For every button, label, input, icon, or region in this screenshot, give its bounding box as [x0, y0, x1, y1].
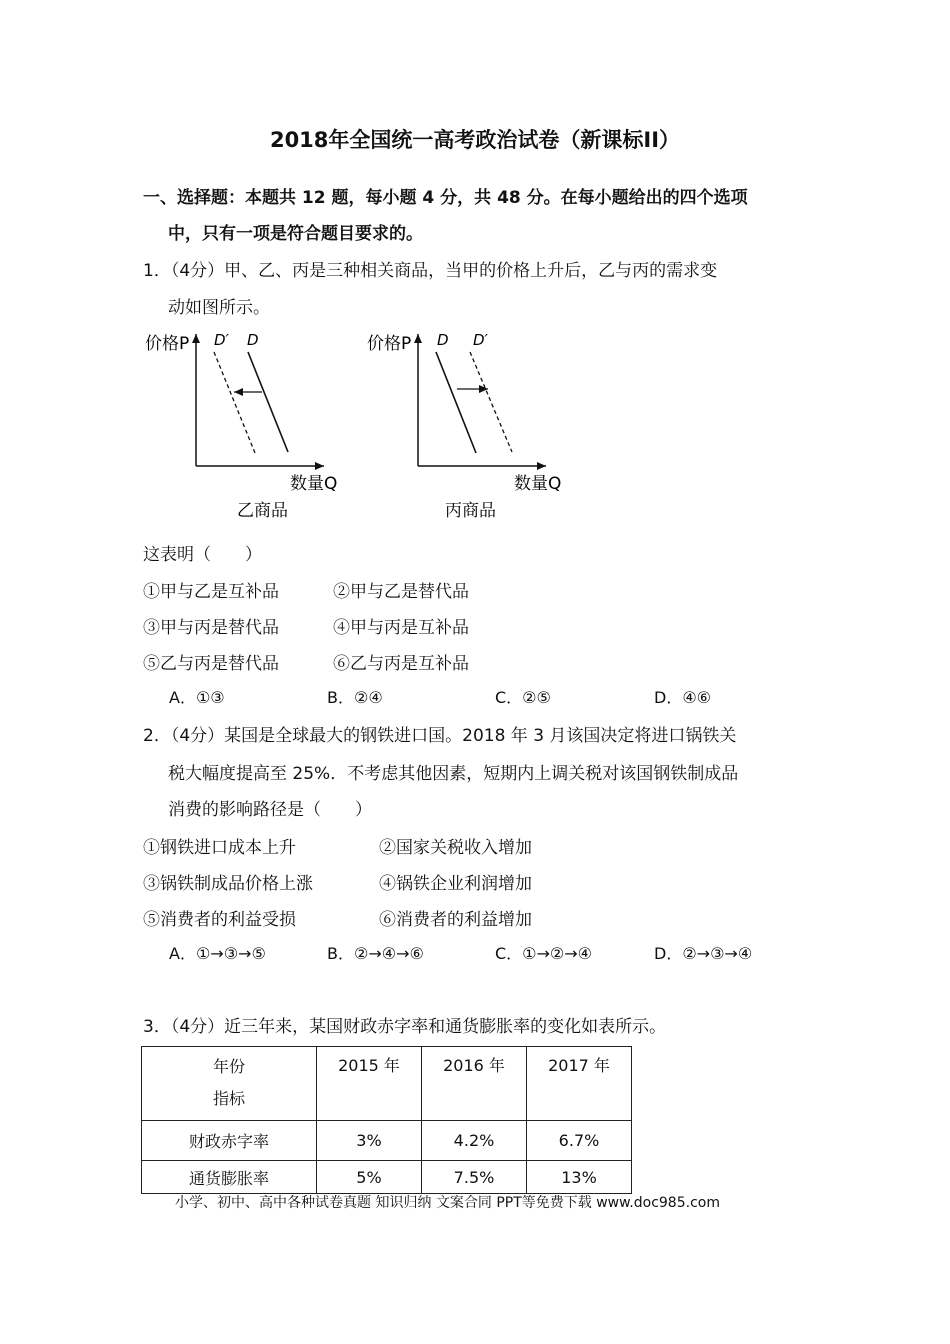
right-graph-caption: 丙商品 [445, 501, 496, 521]
q1-choice-b: B．②④ [327, 688, 383, 707]
left-curve-old-label: D [247, 331, 259, 349]
table-row-label: 通货膨胀率 [142, 1161, 317, 1194]
q2-item-3: ③锅铁制成品价格上涨 [143, 874, 313, 894]
left-demand-old-line [248, 352, 288, 452]
q1-choice-a: A．①③ [169, 688, 225, 707]
page-title: 2018年全国统一高考政治试卷（新课标II） [269, 128, 681, 152]
q1-choice-c: C．②⑤ [495, 688, 551, 707]
q1-stem: 这表明（ ） [143, 545, 262, 565]
right-curve-new-label: D′ [473, 331, 488, 349]
table-cell: 4.2% [422, 1121, 527, 1161]
right-demand-new-line [470, 352, 512, 452]
section-heading-line2: 中，只有一项是符合题目要求的。 [168, 224, 423, 244]
right-graph [367, 331, 561, 521]
right-curve-old-label: D [437, 331, 449, 349]
q1-line1: 1．（4分）甲、乙、丙是三种相关商品，当甲的价格上升后，乙与丙的需求变 [143, 261, 718, 281]
left-curve-new-label: D′ [214, 331, 229, 349]
q2-item-2: ②国家关税收入增加 [379, 838, 532, 858]
table-cell: 6.7% [527, 1121, 632, 1161]
table-cell: 13% [527, 1161, 632, 1194]
q2-item-1: ①钢铁进口成本上升 [143, 838, 296, 858]
q2-choice-a: A．①→③→⑤ [169, 944, 266, 963]
table-corner-top: 年份 [212, 1057, 245, 1076]
table-corner-cell [142, 1047, 317, 1121]
table-row-label: 财政赤字率 [142, 1121, 317, 1161]
table-year-2016: 2016 年 [422, 1047, 527, 1121]
table-row [142, 1161, 632, 1194]
left-y-axis-label: 价格P [145, 334, 190, 354]
table-header-row [142, 1047, 632, 1121]
q2-line2: 税大幅度提高至 25%．不考虑其他因素，短期内上调关税对该国钢铁制成品 [168, 764, 739, 784]
q1-item-5: ⑤乙与丙是替代品 [143, 654, 279, 674]
q1-choice-d: D．④⑥ [654, 688, 712, 707]
q1-item-1: ①甲与乙是互补品 [143, 582, 279, 602]
table-cell: 5% [317, 1161, 422, 1194]
q1-item-4: ④甲与丙是互补品 [333, 618, 469, 638]
left-graph [145, 331, 337, 521]
q3-line1: 3．（4分）近三年来，某国财政赤字率和通货膨胀率的变化如表所示。 [143, 1017, 667, 1037]
left-x-axis-label: 数量Q [290, 474, 338, 494]
page-footer: 小学、初中、高中各种试卷真题 知识归纳 文案合同 PPT等免费下载 www.doc985.com [175, 1195, 720, 1211]
table-year-2017: 2017 年 [527, 1047, 632, 1121]
q2-item-4: ④锅铁企业利润增加 [379, 874, 532, 894]
q1-line2: 动如图所示。 [168, 298, 270, 318]
right-x-axis-label: 数量Q [514, 474, 562, 494]
section-heading-line1: 一、选择题：本题共 12 题，每小题 4 分，共 48 分。在每小题给出的四个选项 [143, 188, 748, 208]
table-year-2015: 2015 年 [317, 1047, 422, 1121]
q2-line1: 2．（4分）某国是全球最大的钢铁进口国。2018 年 3 月该国决定将进口锅铁关 [143, 726, 737, 746]
q1-item-6: ⑥乙与丙是互补品 [333, 654, 469, 674]
left-demand-new-line [214, 352, 255, 453]
table-row [142, 1121, 632, 1161]
right-demand-old-line [436, 352, 476, 453]
right-y-axis-label: 价格P [367, 334, 412, 354]
table-cell: 3% [317, 1121, 422, 1161]
q2-choice-b: B．②→④→⑥ [327, 944, 424, 963]
q2-item-5: ⑤消费者的利益受损 [143, 910, 296, 930]
q1-item-3: ③甲与丙是替代品 [143, 618, 279, 638]
left-graph-caption: 乙商品 [237, 501, 288, 521]
q2-line3: 消费的影响路径是（ ） [168, 800, 372, 820]
table-cell: 7.5% [422, 1161, 527, 1194]
q2-choice-d: D．②→③→④ [654, 944, 753, 963]
q2-choice-c: C．①→②→④ [495, 944, 593, 963]
q1-item-2: ②甲与乙是替代品 [333, 582, 469, 602]
q2-item-6: ⑥消费者的利益增加 [379, 910, 532, 930]
table-corner-bottom: 指标 [212, 1089, 245, 1108]
q1-demand-figure [140, 322, 580, 527]
q3-data-table [141, 1046, 632, 1194]
